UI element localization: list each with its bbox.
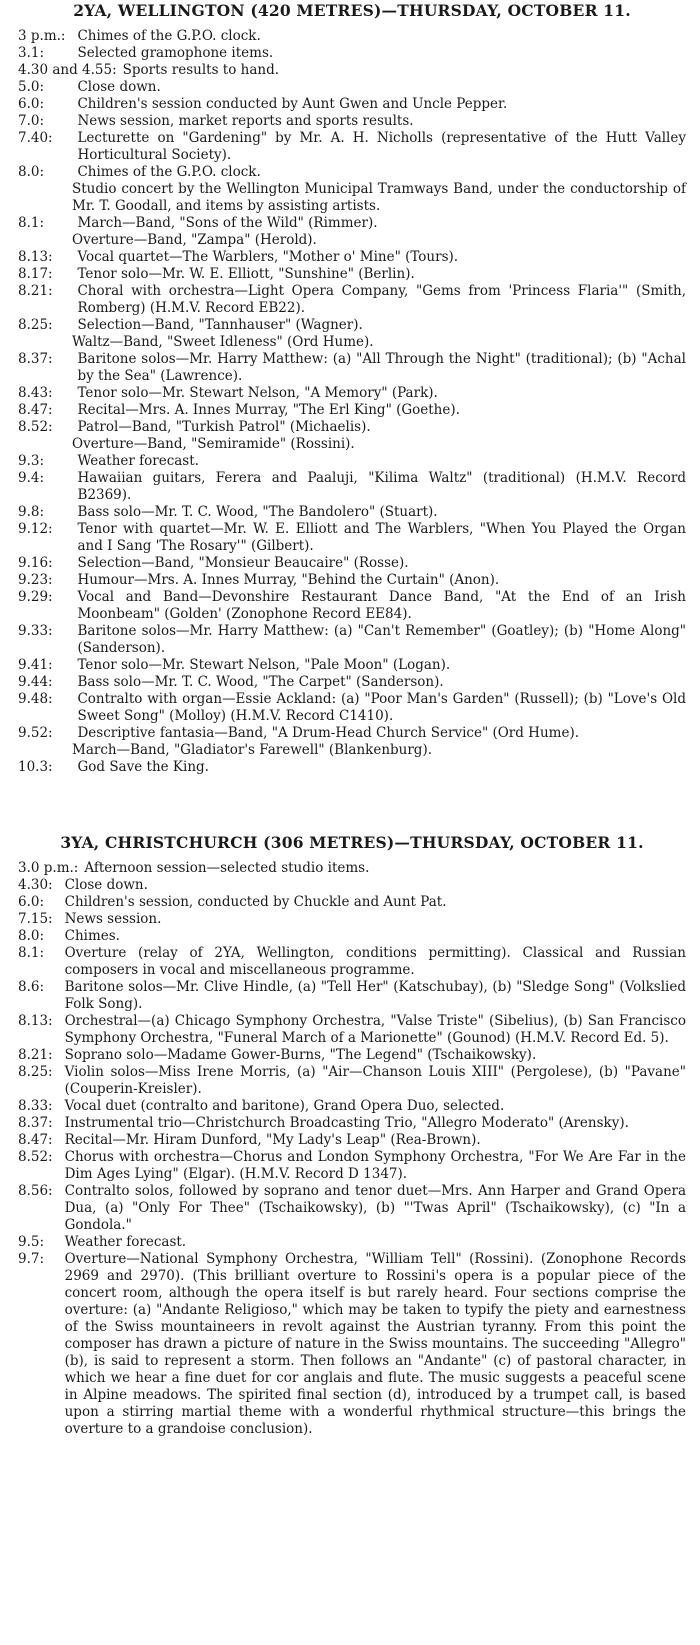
programme-entry: [18, 725, 686, 742]
entry-time: 10.3:: [18, 759, 53, 775]
entry-time: 8.1:: [18, 945, 45, 961]
entry-text: Tenor solo—Mr. W. E. Elliott, "Sunshine" (Berlin).: [77, 266, 415, 282]
entry-text: Chimes of the G.P.O. clock.: [77, 28, 261, 44]
wellington-heading: 2YA, WELLINGTON (420 METRES)—THURSDAY, OCTOBER 11.: [73, 1, 631, 20]
entry-text: Selection—Band, "Monsieur Beaucaire" (Rosse).: [77, 555, 409, 571]
entry-text: Waltz—Band, "Sweet Idleness" (Ord Hume).: [72, 334, 374, 350]
programme-entry: [18, 334, 686, 351]
entry-text: Tenor solo—Mr. Stewart Nelson, "Pale Moon" (Logan).: [77, 657, 451, 673]
entry-text: Selection—Band, "Tannhauser" (Wagner).: [77, 317, 363, 333]
entry-text: Overture—Band, "Zampa" (Herold).: [72, 232, 317, 248]
entry-text: Lecturette on "Gardening" by Mr. A. H. Nicholls (representative of the Hutt Valley Horticultural Society).: [77, 130, 686, 163]
programme-entry: [18, 470, 686, 504]
entry-time: 9.12:: [18, 521, 53, 537]
programme-entry: [18, 436, 686, 453]
entry-text: Recital—Mrs. A. Innes Murray, "The Erl King" (Goethe).: [77, 402, 460, 418]
entry-time: 3.1:: [18, 45, 45, 61]
entry-text: Chimes.: [64, 928, 120, 944]
entry-time: 9.3:: [18, 453, 45, 469]
entry-time: 3.0 p.m.:: [18, 860, 79, 876]
entry-text: Tenor with quartet—Mr. W. E. Elliott and The Warblers, "When You Played the Organ and I Sang 'The Rosary'" (Gilbert).: [77, 521, 686, 554]
entry-text: Vocal and Band—Devonshire Restaurant Dance Band, "At the End of an Irish Moonbeam" (Golden' (Zonophone Record EE84).: [77, 589, 686, 622]
entry-time: 7.0:: [18, 113, 45, 129]
programme-entry: [18, 45, 686, 62]
entry-time: 8.52:: [18, 1149, 53, 1165]
entry-time: 7.15:: [18, 911, 53, 927]
entry-text: March—Band, "Gladiator's Farewell" (Blankenburg).: [72, 742, 432, 758]
entry-time: 6.0:: [18, 894, 45, 910]
entry-text: Close down.: [77, 79, 161, 95]
programme-entry: [18, 860, 686, 877]
programme-entry: [18, 1132, 686, 1149]
entry-time: 5.0:: [18, 79, 45, 95]
programme-entry: [18, 928, 686, 945]
programme-entry: [18, 555, 686, 572]
entry-text: Children's session conducted by Aunt Gwen and Uncle Pepper.: [77, 96, 508, 112]
entry-time: 8.1:: [18, 215, 45, 231]
entry-text: News session.: [64, 911, 162, 927]
entry-time: 9.4:: [18, 470, 45, 486]
programme-entry: [18, 911, 686, 928]
programme-entry: [18, 28, 686, 45]
entry-text: Descriptive fantasia—Band, "A Drum-Head Church Service" (Ord Hume).: [77, 725, 579, 741]
programme-entry: [18, 113, 686, 130]
programme-entry: [18, 759, 686, 776]
entry-text: Baritone solos—Mr. Clive Hindle, (a) "Tell Her" (Katschubay), (b) "Sledge Song" (Volkslied Folk Song).: [64, 979, 686, 1012]
programme-entry: [18, 232, 686, 249]
programme-entry: [18, 894, 686, 911]
entry-time: 4.30 and 4.55:: [18, 62, 117, 78]
entry-text: Close down.: [64, 877, 148, 893]
entry-text: Contralto solos, followed by soprano and tenor duet—Mrs. Ann Harper and Grand Opera Dua, (a) "Only For Thee" (Tschaikowsky), (b) "'Twas April" (Tschaikowsky), (c) "In a Gondola.": [64, 1183, 686, 1233]
entry-text: Weather forecast.: [64, 1234, 187, 1250]
entry-time: 9.44:: [18, 674, 53, 690]
programme-entry: [18, 249, 686, 266]
wellington-section: [18, 0, 686, 776]
entry-time: 8.0:: [18, 164, 45, 180]
entry-text: Instrumental trio—Christchurch Broadcasting Trio, "Allegro Moderato" (Arensky).: [64, 1115, 629, 1131]
entry-time: 8.13:: [18, 1013, 53, 1029]
programme-entry: [18, 877, 686, 894]
programme-entry: [18, 283, 686, 317]
entry-time: 9.23:: [18, 572, 53, 588]
entry-time: 9.29:: [18, 589, 53, 605]
entry-time: 8.33:: [18, 1098, 53, 1114]
entry-text: Bass solo—Mr. T. C. Wood, "The Carpet" (Sanderson).: [77, 674, 444, 690]
entry-time: 8.43:: [18, 385, 53, 401]
entry-text: Choral with orchestra—Light Opera Company, "Gems from 'Princess Flaria'" (Smith, Romberg) (H.M.V. Record EB22).: [77, 283, 686, 316]
entry-text: Overture—Band, "Semiramide" (Rossini).: [72, 436, 355, 452]
programme-entry: [18, 385, 686, 402]
programme-entry: [18, 504, 686, 521]
programme-entry: [18, 402, 686, 419]
entry-time: 9.5:: [18, 1234, 45, 1250]
entry-text: Chimes of the G.P.O. clock.: [77, 164, 261, 180]
programme-entry: [18, 1064, 686, 1098]
entry-text: Vocal duet (contralto and baritone), Grand Opera Duo, selected.: [64, 1098, 505, 1114]
entry-text: Tenor solo—Mr. Stewart Nelson, "A Memory" (Park).: [77, 385, 438, 401]
entry-time: 8.25:: [18, 1064, 53, 1080]
entry-time: 8.52:: [18, 419, 53, 435]
entry-time: 9.8:: [18, 504, 45, 520]
programme-entry: [18, 181, 686, 215]
entry-text: Afternoon session—selected studio items.: [84, 860, 370, 876]
entry-text: Studio concert by the Wellington Municipal Tramways Band, under the conductorship of Mr. T. Goodall, and items by assisting artists.: [72, 181, 686, 214]
programme-entry: [18, 521, 686, 555]
entry-text: Hawaiian guitars, Ferera and Paaluji, "Kilima Waltz" (traditional) (H.M.V. Record B2369).: [77, 470, 686, 503]
programme-entry: [18, 79, 686, 96]
entry-text: March—Band, "Sons of the Wild" (Rimmer).: [77, 215, 378, 231]
entry-text: Baritone solos—Mr. Harry Matthew: (a) "All Through the Night" (traditional); (b) "Achal by the Sea" (Lawrence).: [77, 351, 686, 384]
entry-text: Weather forecast.: [77, 453, 199, 469]
entry-time: 8.25:: [18, 317, 53, 333]
entry-text: Contralto with organ—Essie Ackland: (a) "Poor Man's Garden" (Russell); (b) "Love's Old Sweet Song" (Molloy) (H.M.V. Record C1410).: [77, 691, 686, 724]
programme-entry: [18, 572, 686, 589]
entry-time: 9.7:: [18, 1251, 45, 1267]
entry-text: God Save the King.: [77, 759, 209, 775]
programme-entry: [18, 317, 686, 334]
programme-entry: [18, 215, 686, 232]
programme-entry: [18, 62, 686, 79]
programme-entry: [18, 589, 686, 623]
entry-time: 8.47:: [18, 1132, 53, 1148]
programme-entry: [18, 419, 686, 436]
programme-entry: [18, 1251, 686, 1438]
programme-entry: [18, 351, 686, 385]
programme-entry: [18, 1149, 686, 1183]
entry-text: Bass solo—Mr. T. C. Wood, "The Bandolero" (Stuart).: [77, 504, 438, 520]
entry-time: 8.0:: [18, 928, 45, 944]
wellington-programme: [18, 28, 686, 776]
entry-time: 8.37:: [18, 1115, 53, 1131]
entry-time: 8.56:: [18, 1183, 53, 1199]
entry-time: 6.0:: [18, 96, 45, 112]
entry-text: Baritone solos—Mr. Harry Matthew: (a) "Can't Remember" (Goatley); (b) "Home Along" (Sanderson).: [77, 623, 686, 656]
entry-text: Orchestral—(a) Chicago Symphony Orchestra, "Valse Triste" (Sibelius), (b) San Francisco Symphony Orchestra, "Funeral March of a Marionette" (Gounod) (H.M.V. Record Ed. 5).: [64, 1013, 686, 1046]
programme-entry: [18, 453, 686, 470]
entry-time: 8.21:: [18, 283, 53, 299]
programme-entry: [18, 657, 686, 674]
entry-time: 9.16:: [18, 555, 53, 571]
entry-time: 9.33:: [18, 623, 53, 639]
entry-text: Selected gramophone items.: [77, 45, 274, 61]
entry-time: 9.48:: [18, 691, 53, 707]
programme-entry: [18, 979, 686, 1013]
entry-time: 8.21:: [18, 1047, 53, 1063]
entry-time: 8.13:: [18, 249, 53, 265]
entry-text: Patrol—Band, "Turkish Patrol" (Michaelis).: [77, 419, 371, 435]
entry-text: Overture—National Symphony Orchestra, "William Tell" (Rossini). (Zonophone Records 2969 and 2970). (This brilliant overture to Rossini's opera is a popular piece of the concert room, although the opera itself is but rarely heard. Four sections comprise the overture: (a) "Andante Religioso," which may be taken to typify the piety and earnestness of the Swiss mountaineers in revolt against the Austrian tyranny. From this point the composer has drawn a picture of nature in the Swiss mountains. The succeeding "Allegro" (b), is said to represent a storm. Then follows an "Andante" (c) of pastoral character, in which we hear a fine duet for cor anglais and flute. The music suggests a peaceful scene in Alpine meadows. The spirited final section (d), introduced by a trumpet call, is based upon a stirring martial theme with a wonderful rhythmical structure—this brings the overture to a grandoise conclusion).: [64, 1251, 686, 1437]
christchurch-heading: 3YA, CHRISTCHURCH (306 METRES)—THURSDAY, OCTOBER 11.: [60, 833, 644, 852]
programme-entry: [18, 945, 686, 979]
entry-text: Humour—Mrs. A. Innes Murray, "Behind the Curtain" (Anon).: [77, 572, 500, 588]
entry-text: News session, market reports and sports results.: [77, 113, 414, 129]
entry-text: Sports results to hand.: [122, 62, 279, 78]
christchurch-section: [18, 832, 686, 1438]
entry-time: 8.17:: [18, 266, 53, 282]
programme-entry: [18, 1183, 686, 1234]
entry-time: 8.47:: [18, 402, 53, 418]
entry-text: Children's session, conducted by Chuckle and Aunt Pat.: [64, 894, 447, 910]
entry-text: Soprano solo—Madame Gower-Burns, "The Legend" (Tschaikowsky).: [64, 1047, 537, 1063]
programme-entry: [18, 164, 686, 181]
entry-text: Violin solos—Miss Irene Morris, (a) "Air—Chanson Louis XIII" (Pergolese), (b) "Pavane" (Couperin-Kreisler).: [64, 1064, 686, 1097]
entry-time: 4.30:: [18, 877, 53, 893]
programme-entry: [18, 623, 686, 657]
programme-entry: [18, 1047, 686, 1064]
programme-entry: [18, 1115, 686, 1132]
programme-entry: [18, 1013, 686, 1047]
entry-text: Chorus with orchestra—Chorus and London Symphony Orchestra, "For We Are Far in the Dim Ages Lying" (Elgar). (H.M.V. Record D 1347).: [64, 1149, 686, 1182]
programme-entry: [18, 130, 686, 164]
programme-entry: [18, 674, 686, 691]
entry-time: 9.41:: [18, 657, 53, 673]
entry-time: 7.40:: [18, 130, 53, 146]
programme-entry: [18, 742, 686, 759]
programme-entry: [18, 691, 686, 725]
programme-entry: [18, 1098, 686, 1115]
programme-entry: [18, 1234, 686, 1251]
entry-time: 8.37:: [18, 351, 53, 367]
christchurch-programme: [18, 860, 686, 1438]
entry-text: Vocal quartet—The Warblers, "Mother o' Mine" (Tours).: [77, 249, 459, 265]
entry-text: Overture (relay of 2YA, Wellington, conditions permitting). Classical and Russian composers in vocal and miscellaneous programme.: [64, 945, 686, 978]
entry-text: Recital—Mr. Hiram Dunford, "My Lady's Leap" (Rea-Brown).: [64, 1132, 481, 1148]
entry-time: 8.6:: [18, 979, 45, 995]
entry-time: 3 p.m.:: [18, 28, 66, 44]
entry-time: 9.52:: [18, 725, 53, 741]
programme-entry: [18, 266, 686, 283]
programme-entry: [18, 96, 686, 113]
